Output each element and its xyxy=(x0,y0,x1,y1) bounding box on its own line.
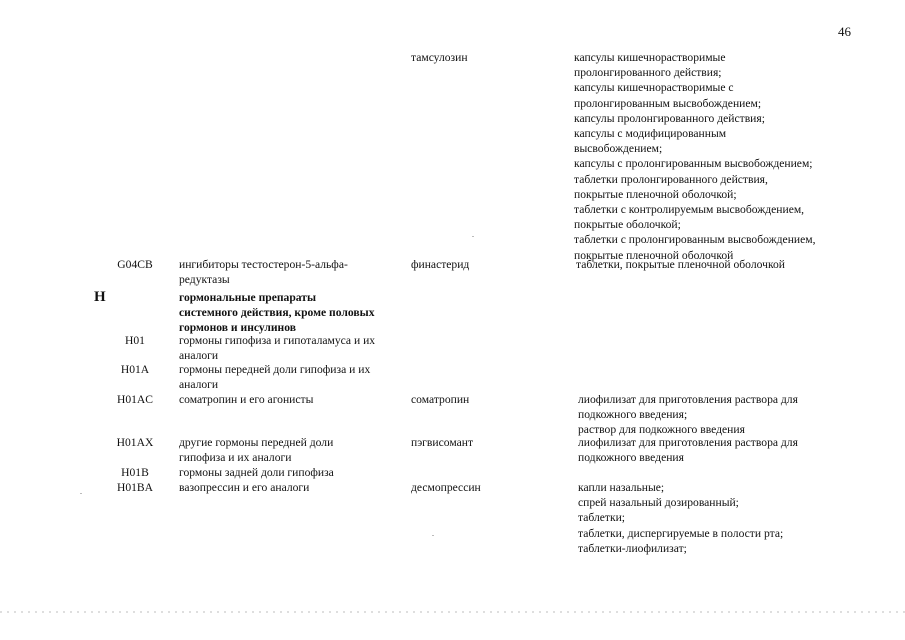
dosage-forms-cell xyxy=(574,50,864,263)
dosage-forms-cell xyxy=(578,392,868,438)
group-line: ингибиторы тестостерон-5-альфа- xyxy=(179,258,348,271)
group-cell xyxy=(179,435,404,465)
dosage-form-line: спрей назальный дозированный; xyxy=(578,496,739,510)
atc-code-cell: H01AC xyxy=(116,393,154,406)
dosage-form-line: капсулы кишечнорастворимые с xyxy=(574,81,734,95)
group-line: вазопрессин и его аналоги xyxy=(179,481,310,494)
atc-code-cell: H01A xyxy=(120,363,150,376)
group-line: другие гормоны передней доли xyxy=(179,436,334,449)
dosage-forms-cell xyxy=(578,435,868,465)
section-code-cell: H xyxy=(94,289,106,305)
scan-speck xyxy=(472,236,474,237)
group-line: аналоги xyxy=(179,378,219,392)
inn-cell xyxy=(411,480,561,495)
page-number: 46 xyxy=(838,24,851,39)
atc-code-cell: H01AX xyxy=(116,436,154,449)
atc-code-cell: H01 xyxy=(125,334,145,347)
dosage-form-line: таблетки с контролируемым высвобождением, xyxy=(574,203,805,217)
dosage-form-line: капсулы кишечнорастворимые xyxy=(574,51,726,64)
group-cell xyxy=(179,257,404,287)
inn-line: тамсулозин xyxy=(411,51,468,64)
dosage-form-line: таблетки; xyxy=(578,511,626,525)
group-line: гормоны гипофиза и гипоталамуса и их xyxy=(179,334,376,347)
dosage-form-line: покрытые пленочной оболочкой; xyxy=(574,187,737,201)
dosage-forms-cell xyxy=(576,257,866,272)
inn-line: пэгвисомант xyxy=(411,436,474,449)
dosage-form-line: покрытые пленочной оболочкой xyxy=(574,248,734,262)
dosage-form-line: покрытые оболочкой; xyxy=(574,218,681,232)
dosage-form-line: таблетки, диспергируемые в полости рта; xyxy=(578,526,784,540)
group-line: редуктазы xyxy=(179,273,230,287)
group-line: гормоны передней доли гипофиза и их xyxy=(179,363,371,376)
group-cell xyxy=(179,362,404,392)
inn-line: финастерид xyxy=(411,258,470,271)
dosage-form-line: пролонгированным высвобождением; xyxy=(574,96,762,110)
group-cell xyxy=(179,480,404,495)
inn-cell xyxy=(411,435,561,450)
group-line: гормональные препараты xyxy=(179,291,317,304)
scan-noise-line xyxy=(0,611,905,613)
atc-code-cell: H01BA xyxy=(116,481,154,494)
dosage-form-line: подкожного введения xyxy=(578,451,684,465)
dosage-form-line: лиофилизат для приготовления раствора для xyxy=(578,393,798,406)
dosage-form-line: таблетки, покрытые пленочной оболочкой xyxy=(576,258,785,271)
atc-code-cell: H01B xyxy=(121,466,149,479)
dosage-form-line: таблетки пролонгированного действия, xyxy=(574,172,768,186)
group-cell xyxy=(179,465,404,480)
dosage-form-line: капсулы с модифицированным xyxy=(574,127,727,141)
dosage-form-line: лиофилизат для приготовления раствора для xyxy=(578,436,798,449)
dosage-form-line: капсулы с пролонгированным высвобождением; xyxy=(574,157,813,171)
scan-speck xyxy=(80,493,82,494)
atc-code-cell: G04CB xyxy=(117,258,153,271)
group-cell xyxy=(179,333,404,363)
dosage-form-line: капли назальные; xyxy=(578,481,665,494)
inn-cell xyxy=(411,257,561,272)
group-line: соматропин и его агонисты xyxy=(179,393,314,406)
group-line: гипофиза и их аналоги xyxy=(179,451,292,465)
dosage-form-line: пролонгированного действия; xyxy=(574,66,722,80)
dosage-form-line: капсулы пролонгированного действия; xyxy=(574,111,765,125)
dosage-form-line: подкожного введения; xyxy=(578,408,688,422)
group-line: гормоны задней доли гипофиза xyxy=(179,466,334,479)
dosage-form-line: раствор для подкожного введения xyxy=(578,423,745,437)
dosage-form-line: таблетки-лиофилизат; xyxy=(578,541,687,555)
inn-line: соматропин xyxy=(411,393,470,406)
section-title-cell xyxy=(179,290,404,336)
group-line: системного действия, кроме половых xyxy=(179,306,375,320)
group-line: аналоги xyxy=(179,349,219,363)
inn-cell xyxy=(411,392,561,407)
dosage-forms-cell xyxy=(578,480,868,556)
inn-line: десмопрессин xyxy=(411,481,481,494)
group-cell xyxy=(179,392,404,407)
group-line: гормонов и инсулинов xyxy=(179,321,297,335)
dosage-form-line: высвобождением; xyxy=(574,142,663,156)
dosage-form-line: таблетки с пролонгированным высвобождением, xyxy=(574,233,816,247)
scan-speck xyxy=(432,535,434,536)
inn-cell xyxy=(411,50,561,65)
